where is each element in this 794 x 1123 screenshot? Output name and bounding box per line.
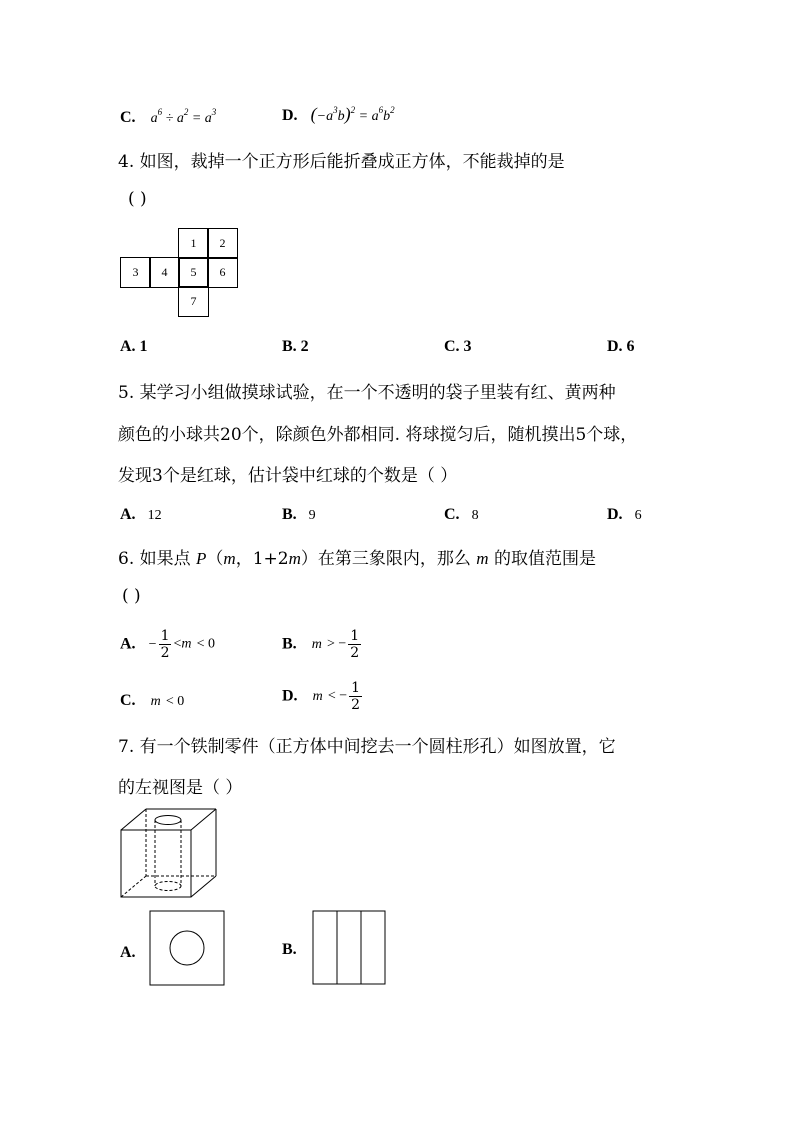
q5-option-d: D. 6: [607, 506, 642, 523]
net-cell: 3: [120, 257, 151, 288]
q5-option-b: B. 9: [282, 506, 316, 523]
q5-stem-line1: 5. 某学习小组做摸球试验，在一个不透明的袋子里装有红、黄两种: [118, 383, 616, 403]
q7-option-a-view: [149, 910, 227, 988]
q5-stem-line2: 颜色的小球共20个，除颜色外都相同. 将球搅匀后，随机摸出5个球，: [118, 425, 638, 445]
q3-c-expression: $a^6 \div a^2 = a^3$: [150, 107, 217, 126]
q7-option-b-label: B.: [282, 941, 297, 958]
net-cell: 2: [207, 228, 238, 259]
cube-net-figure: [120, 228, 240, 318]
q3-option-d: [282, 104, 395, 125]
q4-option-b: B. 2: [282, 338, 309, 355]
q7-stem-line2: 的左视图是（ ）: [118, 778, 243, 798]
q6-stem: 6. 如果点 P（m，1+2m）在第三象限内，那么 m 的取值范围是: [118, 549, 596, 569]
net-cell: 1: [178, 228, 209, 259]
q4-option-d: D. 6: [607, 338, 635, 355]
q3-option-c: [120, 107, 216, 127]
q3-d-expression: $(-a^3b)^2 = a^6b^2$: [310, 104, 395, 124]
q5-option-a: A. 12: [120, 506, 162, 523]
q4-option-a: A. 1: [120, 338, 148, 355]
q6-answer-paren: ( ): [122, 586, 141, 606]
q6-option-c: C. m < 0: [120, 692, 185, 709]
net-cell: 6: [207, 257, 238, 288]
option-label: D.: [282, 107, 298, 124]
net-cell: 7: [178, 286, 209, 317]
q7-stem-line1: 7. 有一个铁制零件（正方体中间挖去一个圆柱形孔）如图放置，它: [118, 737, 616, 757]
q4-answer-paren: ( ): [128, 189, 147, 209]
q4-stem: 4. 如图，裁掉一个正方形后能折叠成正方体，不能裁掉的是: [118, 152, 565, 172]
q6-option-a: A. − $\frac{1}{2}$ <m < 0: [120, 628, 216, 661]
q5-stem-line3: 发现3个是红球，估计袋中红球的个数是（ ）: [118, 466, 458, 486]
net-cell: 4: [149, 257, 180, 288]
q5-option-c: C. 8: [444, 506, 479, 523]
q4-option-c: C. 3: [444, 338, 472, 355]
q6-option-d: D. m < − $\frac{1}{2}$: [282, 680, 361, 713]
option-label: C.: [120, 109, 136, 126]
q6-option-b: B. m > − $\frac{1}{2}$: [282, 628, 360, 661]
q7-option-b-view: [312, 910, 388, 988]
cube-with-hole-figure: [118, 805, 223, 900]
q7-option-a-label: A.: [120, 944, 136, 961]
net-cell: 5: [178, 257, 209, 288]
